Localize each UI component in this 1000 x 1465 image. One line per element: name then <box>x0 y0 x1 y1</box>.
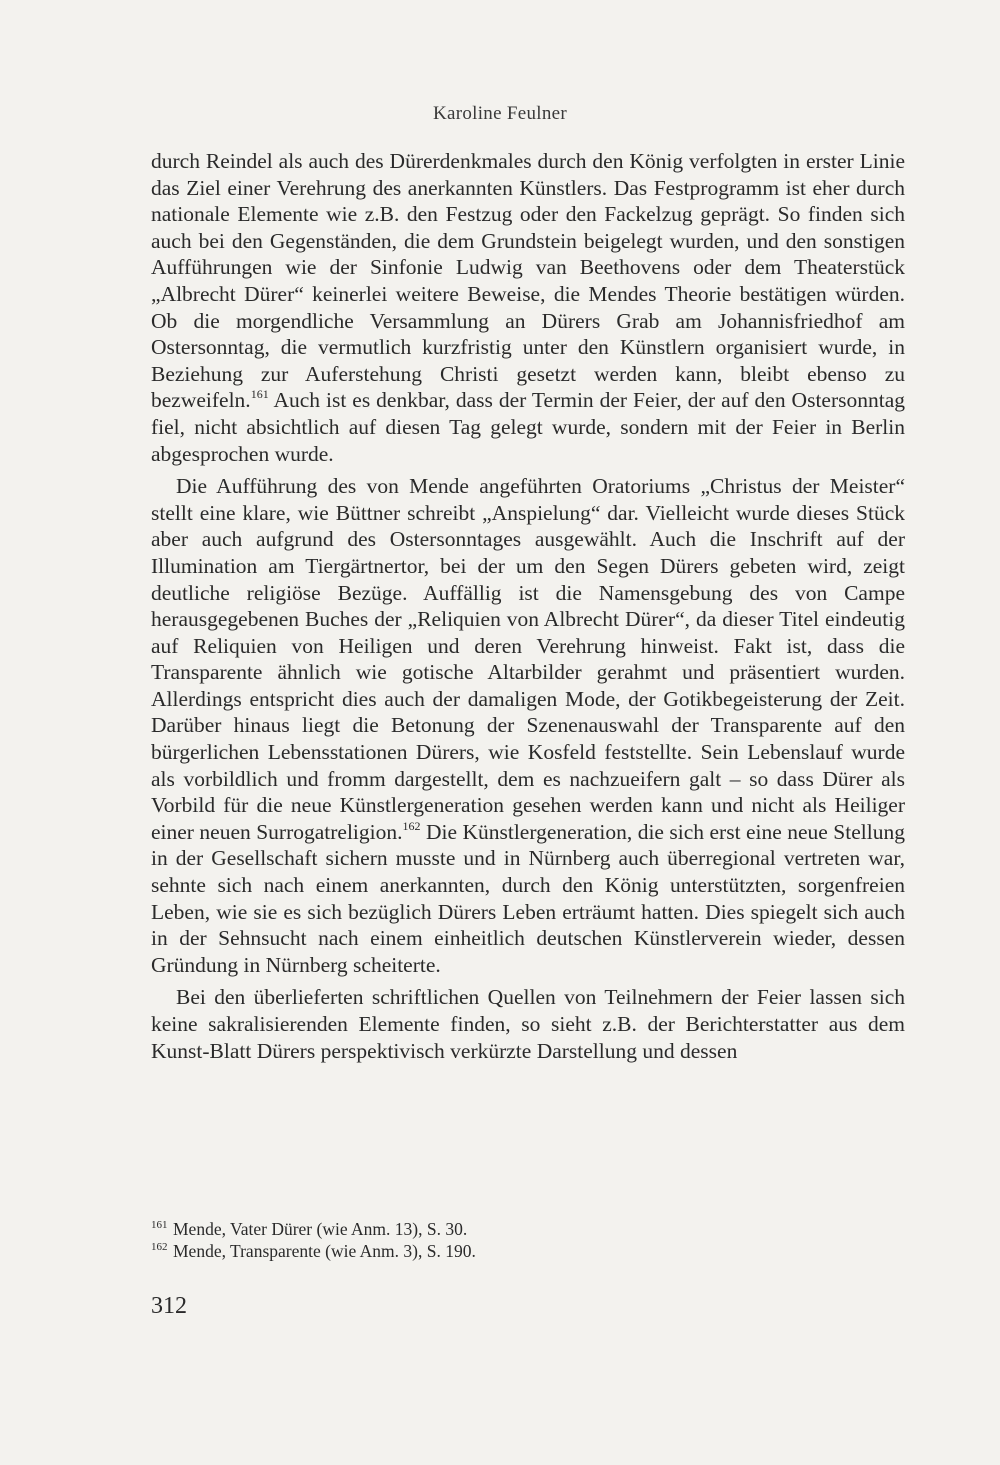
footnote-161 <box>151 1218 905 1240</box>
paragraph-3-text: Bei den überlieferten schriftlichen Quellen von Teilnehmern der Feier lassen sich keine sakralisierenden Elemente finden, so sieht z.B. der Berichterstatter aus dem Kunst-Blatt Dürers perspektivisch verkürzte Darstellung und dessen <box>151 985 905 1063</box>
paragraph-2-text-b: Die Künstlergeneration, die sich erst eine neue Stellung in der Gesellschaft sichern musste und in Nürnberg auch überregional vertreten war, sehnte sich nach einem anerkannten, durch den König unterstützten, sorgenfreien Leben, wie sie es sich bezüglich Dürers Leben erträumt hatten. Dies spiegelt sich auch in der Sehnsucht nach einem einheitlich deutschen Künstlerverein wieder, dessen Gründung in Nürnberg scheiterte. <box>151 819 905 977</box>
running-title: Karoline Feulner <box>432 103 568 124</box>
body-text <box>151 148 905 1064</box>
footnote-162 <box>151 1240 905 1262</box>
footnote-number: 161 <box>151 1219 168 1231</box>
page-number: 312 <box>151 1293 187 1319</box>
paragraph-1 <box>151 148 905 467</box>
footnote-ref-161: 161 <box>250 387 269 402</box>
footnotes <box>151 1218 905 1262</box>
paragraph-2 <box>151 473 905 978</box>
footnote-number: 162 <box>151 1241 168 1253</box>
footnote-text: Mende, Vater Dürer (wie Anm. 13), S. 30. <box>173 1219 468 1239</box>
footnote-text: Mende, Transparente (wie Anm. 3), S. 190. <box>173 1241 476 1261</box>
paragraph-1-text-b: Auch ist es denkbar, dass der Termin der Feier, der auf den Ostersonntag fiel, nicht absichtlich auf diesen Tag gelegt wurde, sondern mit der Feier in Berlin abgesprochen wurde. <box>151 388 905 466</box>
footnote-ref-162: 162 <box>402 818 421 833</box>
paragraph-2-text-a: Die Aufführung des von Mende angeführten Oratoriums „Christus der Meister“ stellt eine klare, wie Büttner schreibt „Anspielung“ dar. Vielleicht wurde dieses Stück aber auch aufgrund des Ostersonntages ausgewählt. Auch die Inschrift auf der Illumination am Tiergärtnertor, bei der um den Segen Dürers gebeten wird, zeigt deutliche religiöse Bezüge. Auffällig ist die Namensgebung des von Campe herausgegebenen Buches der „Reliquien von Albrecht Dürer“, da dieser Titel eindeutig auf Reliquien von Heiligen und deren Verehrung hinweist. Fakt ist, dass die Transparente ähnlich wie gotische Altarbilder gerahmt und präsentiert wurden. Allerdings entspricht dies auch der damaligen Mode, der Gotikbegeisterung der Zeit. Darüber hinaus liegt die Betonung der Szenenauswahl der Transparente auf den bürgerlichen Lebensstationen Dürers, wie Kosfeld feststellte. Sein Lebenslauf wurde als vorbildlich und fromm dargestellt, dem es nachzueifern galt – so dass Dürer als Vorbild für die neue Künstlergeneration gesehen werden kann und nicht als Heiliger einer neuen Surrogatreligion. <box>151 474 905 844</box>
paragraph-1-text-a: durch Reindel als auch des Dürerdenkmales durch den König verfolgten in erster Linie das Ziel einer Verehrung des anerkannten Künstlers. Das Festprogramm ist eher durch nationale Elemente wie z.B. den Festzug oder den Fackelzug geprägt. So finden sich auch bei den Gegenständen, die dem Grundstein beigelegt wurden, und den sonstigen Aufführungen wie der Sinfonie Ludwig van Beethovens oder dem Theaterstück „Albrecht Dürer“ keinerlei weitere Beweise, die Mendes Theorie bestätigen würden. Ob die morgendliche Versammlung an Dürers Grab am Johannisfriedhof am Ostersonntag, die vermutlich kurzfristig unter den Künstlern organisiert wurde, in Beziehung zur Auferstehung Christi gesetzt werden kann, bleibt ebenso zu bezweifeln. <box>151 149 905 413</box>
paragraph-3 <box>151 984 905 1064</box>
